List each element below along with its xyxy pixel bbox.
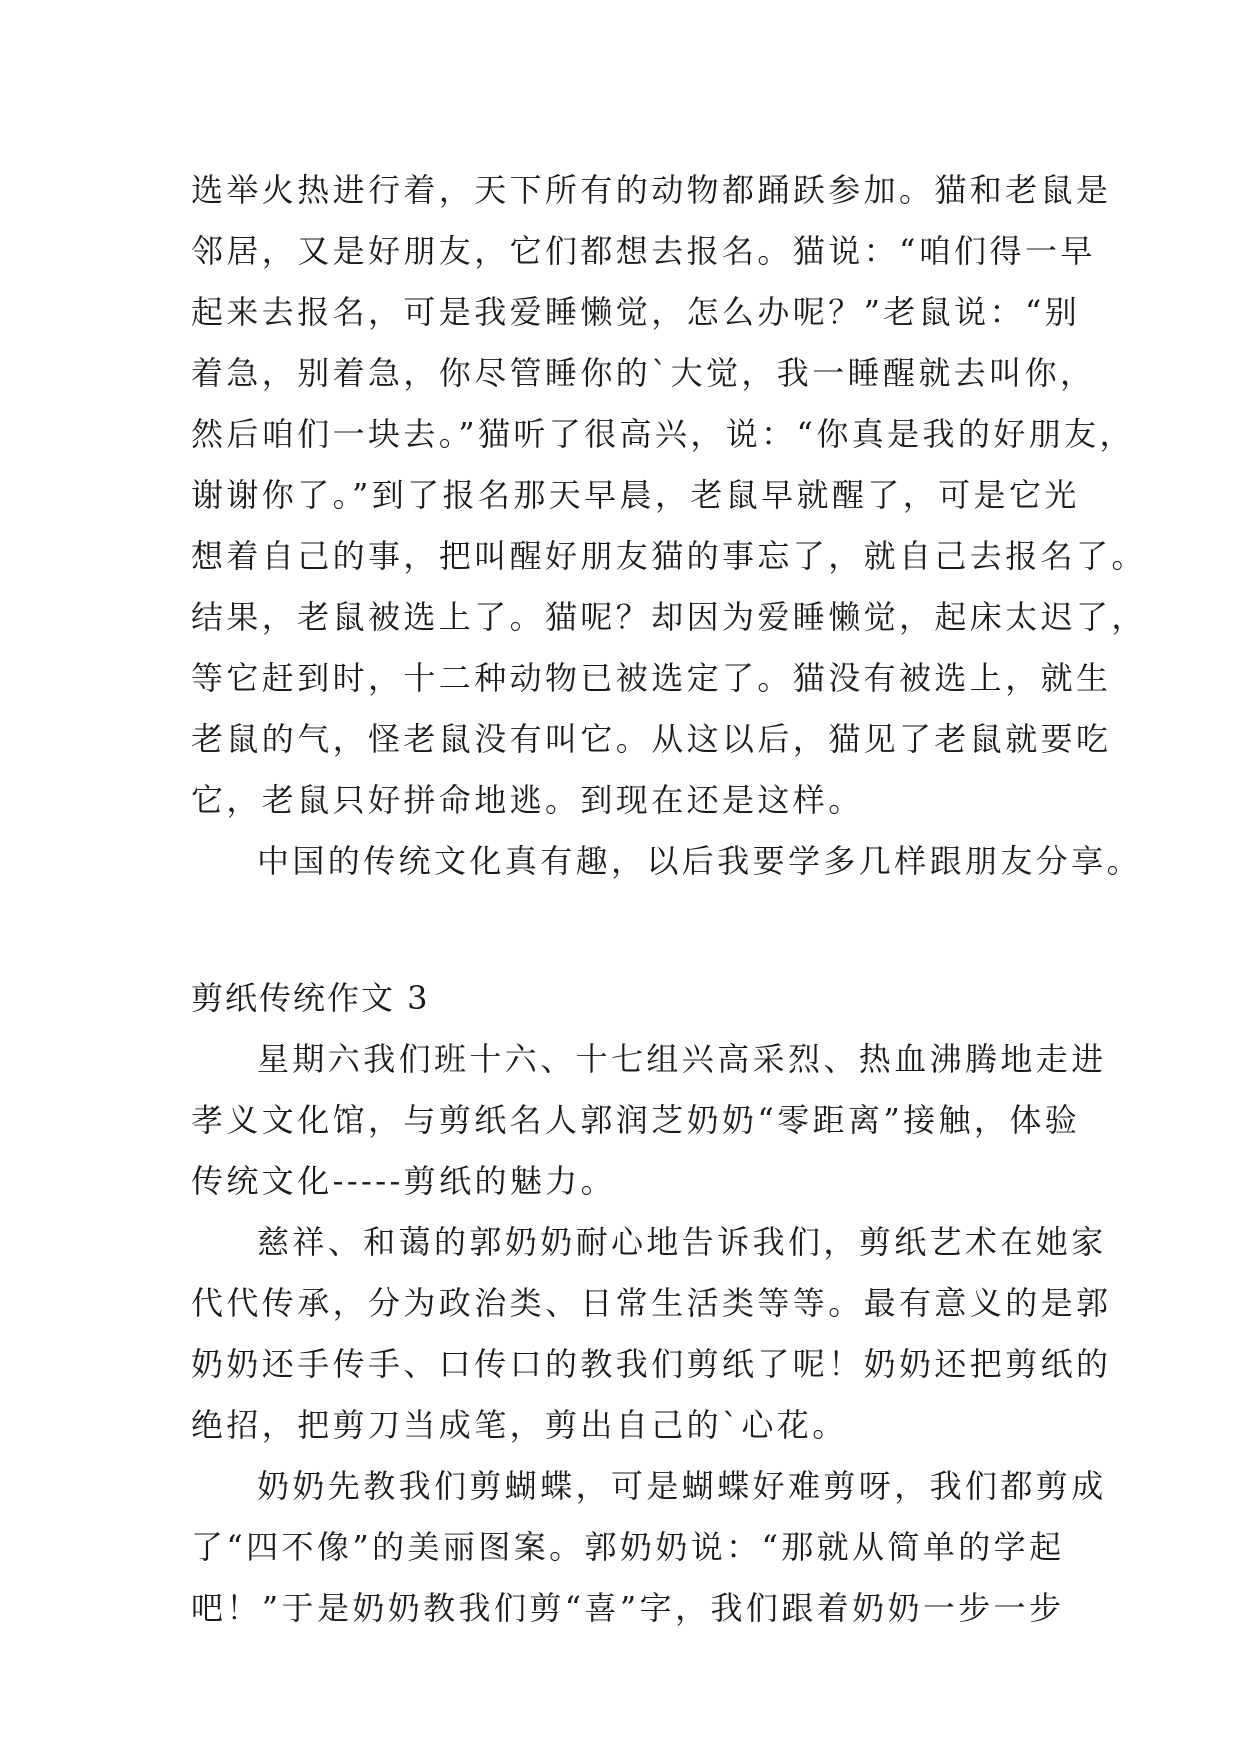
text-line: 慈祥、和蔼的郭奶奶耐心地告诉我们，剪纸艺术在她家: [257, 1223, 1107, 1261]
text-line: 代代传承，分为政治类、日常生活类等等。最有意义的是郭: [191, 1284, 1112, 1322]
text-line: 星期六我们班十六、十七组兴高采烈、热血沸腾地走进: [257, 1040, 1107, 1078]
text-line: 起来去报名，可是我爱睡懒觉，怎么办呢？”老鼠说：“别: [191, 293, 1081, 331]
document-page: [191, 160, 1147, 1639]
text-line: 邻居，又是好朋友，它们都想去报名。猫说：“咱们得一早: [191, 232, 1096, 270]
text-line: 结果，老鼠被选上了。猫呢？却因为爱睡懒觉，起床太迟了，: [191, 598, 1147, 636]
text-line: 着急，别着急，你尽管睡你的`大觉，我一睡醒就去叫你，: [191, 354, 1096, 392]
text-line: 等它赶到时，十二种动物已被选定了。猫没有被选上，就生: [191, 659, 1112, 697]
section-title: 剪纸传统作文 3: [191, 979, 430, 1017]
paragraph-grandma-teaching: [191, 1212, 1112, 1456]
paragraph-conclusion: [191, 831, 1143, 892]
paragraph-cat-and-mouse-story: [191, 160, 1147, 831]
text-line: 孝义文化馆，与剪纸名人郭润芝奶奶“零距离”接触，体验: [191, 1101, 1081, 1139]
section-spacer: [191, 892, 1051, 968]
text-line: 传统文化-----剪纸的魅力。: [191, 1162, 617, 1200]
text-line: 它，老鼠只好拼命地逃。到现在还是这样。: [191, 781, 864, 819]
text-line: 奶奶先教我们剪蝴蝶，可是蝴蝶好难剪呀，我们都剪成: [257, 1467, 1107, 1505]
text-line: 老鼠的气，怪老鼠没有叫它。从这以后，猫见了老鼠就要吃: [191, 720, 1112, 758]
paragraph-butterfly-cutting: [191, 1456, 1107, 1639]
text-line: 中国的传统文化真有趣，以后我要学多几样跟朋友分享。: [257, 842, 1143, 880]
text-line: 奶奶还手传手、口传口的教我们剪纸了呢！奶奶还把剪纸的: [191, 1345, 1112, 1383]
text-line: 了“四不像”的美丽图案。郭奶奶说：“那就从简单的学起: [191, 1528, 1065, 1566]
text-line: 吧！”于是奶奶教我们剪“喜”字，我们跟着奶奶一步一步: [191, 1589, 1065, 1627]
text-line: 选举火热进行着，天下所有的动物都踊跃参加。猫和老鼠是: [191, 171, 1112, 209]
text-line: 绝招，把剪刀当成笔，剪出自己的`心花。: [191, 1406, 848, 1444]
text-line: 谢谢你了。”到了报名那天早晨，老鼠早就醒了，可是它光: [191, 476, 1080, 514]
paragraph-visit-cultural-center: [191, 1029, 1107, 1212]
text-line: 然后咱们一块去。”猫听了很高兴，说：“你真是我的好朋友，: [191, 415, 1135, 453]
text-line: 想着自己的事，把叫醒好朋友猫的事忘了，就自己去报名了。: [191, 537, 1147, 575]
